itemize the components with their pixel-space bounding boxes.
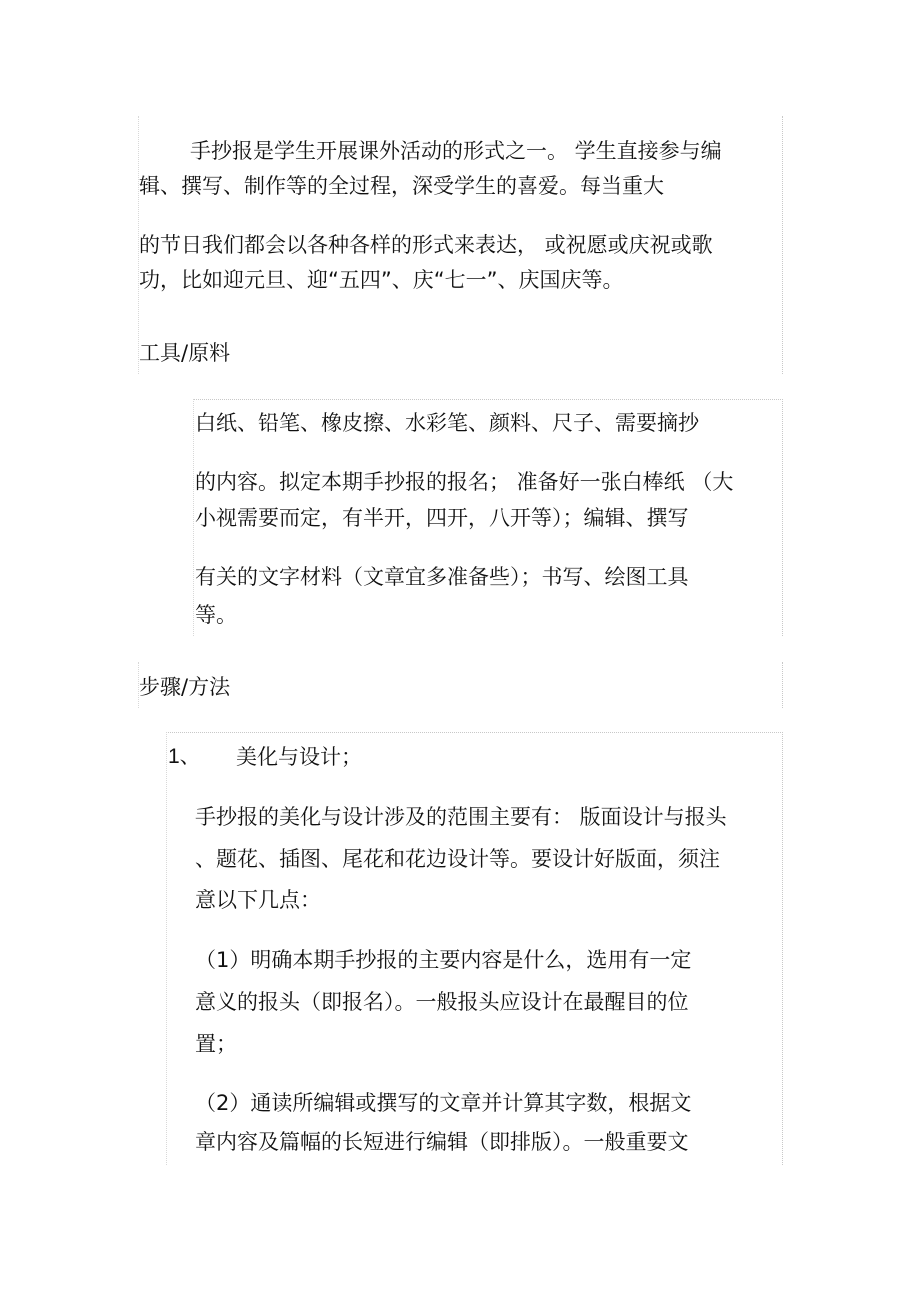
- tools-line: 白纸、铅笔、橡皮擦、水彩笔、颜料、尺子、需要摘抄: [195, 411, 699, 435]
- tools-line: 小视需要而定，有半开，四开，八开等）；编辑、撰写: [195, 506, 689, 530]
- step-paragraph-line: 、题花、插图、尾花和花边设计等。要设计好版面，须注: [195, 847, 720, 871]
- step-paragraph-line: 意以下几点：: [195, 888, 321, 912]
- tools-line: 有关的文字材料（文章宜多准备些）；书写、绘图工具: [195, 565, 689, 589]
- point-1-line: 意义的报头（即报名）。一般报头应设计在最醒目的位: [195, 990, 689, 1014]
- steps-heading-frame: [138, 662, 783, 708]
- steps-heading: 步骤/方法: [139, 675, 231, 699]
- intro-line: 的节日我们都会以各种各样的形式来表达， 或祝愿或庆祝或歌: [139, 233, 713, 257]
- intro-line: 手抄报是学生开展课外活动的形式之一。 学生直接参与编: [190, 139, 722, 163]
- step-title: 美化与设计；: [236, 745, 362, 769]
- tools-line: 的内容。拟定本期手抄报的报名； 准备好一张白棒纸 （大: [195, 470, 734, 494]
- point-1-line: 置；: [195, 1032, 237, 1056]
- tools-line: 等。: [195, 603, 237, 627]
- point-2-line: 章内容及篇幅的长短进行编辑（即排版）。一般重要文: [195, 1130, 689, 1154]
- step-number: 1、: [168, 745, 201, 768]
- point-1-line: （1）明确本期手抄报的主要内容是什么，选用有一定: [195, 948, 692, 972]
- step-paragraph-line: 手抄报的美化与设计涉及的范围主要有： 版面设计与报头: [195, 805, 727, 829]
- intro-line: 功，比如迎元旦、迎“五四”、庆“七一”、庆国庆等。: [139, 268, 624, 292]
- intro-line: 辑、撰写、制作等的全过程，深受学生的喜爱。每当重大: [139, 174, 664, 198]
- point-2-line: （2）通读所编辑或撰写的文章并计算其字数，根据文: [195, 1091, 692, 1115]
- tools-heading: 工具/原料: [139, 341, 231, 365]
